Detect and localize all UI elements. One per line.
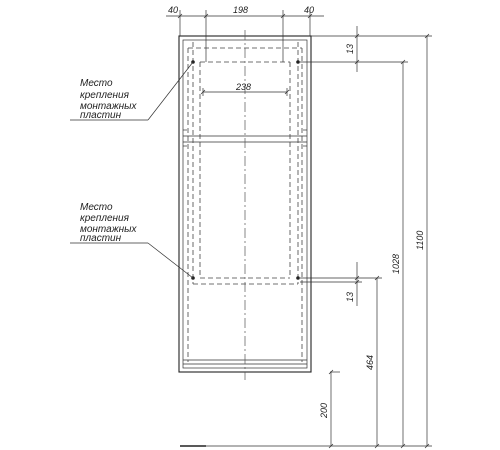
mount-height-dimension bbox=[375, 276, 379, 448]
dim-total-height: 1100 bbox=[415, 230, 425, 250]
dim-mount-height: 464 bbox=[365, 354, 375, 370]
note-leader-bottom bbox=[70, 243, 193, 278]
top-gap-dimension bbox=[355, 26, 359, 72]
note-top: Место крепления монтажных пластин bbox=[80, 78, 137, 121]
mounting-points bbox=[191, 60, 300, 280]
dim-leg-height: 200 bbox=[319, 402, 329, 418]
mid-gap-dimension bbox=[355, 262, 359, 306]
dim-mount-top-height: 1028 bbox=[391, 253, 401, 274]
mount-top-height-dimension bbox=[401, 60, 405, 448]
dim-inner-width: 238 bbox=[236, 82, 252, 92]
leg-height-dimension bbox=[329, 370, 333, 448]
extension-lines-right bbox=[180, 36, 432, 446]
dim-top-right-offset: 40 bbox=[304, 5, 315, 15]
note-bottom: Место крепления монтажных пластин bbox=[80, 202, 137, 244]
dim-mid-gap: 13 bbox=[345, 291, 355, 302]
dim-top-left-offset: 40 bbox=[168, 5, 179, 15]
dim-top-gap: 13 bbox=[345, 43, 355, 54]
total-height-dimension bbox=[425, 34, 429, 448]
dim-top-span: 198 bbox=[233, 5, 249, 15]
